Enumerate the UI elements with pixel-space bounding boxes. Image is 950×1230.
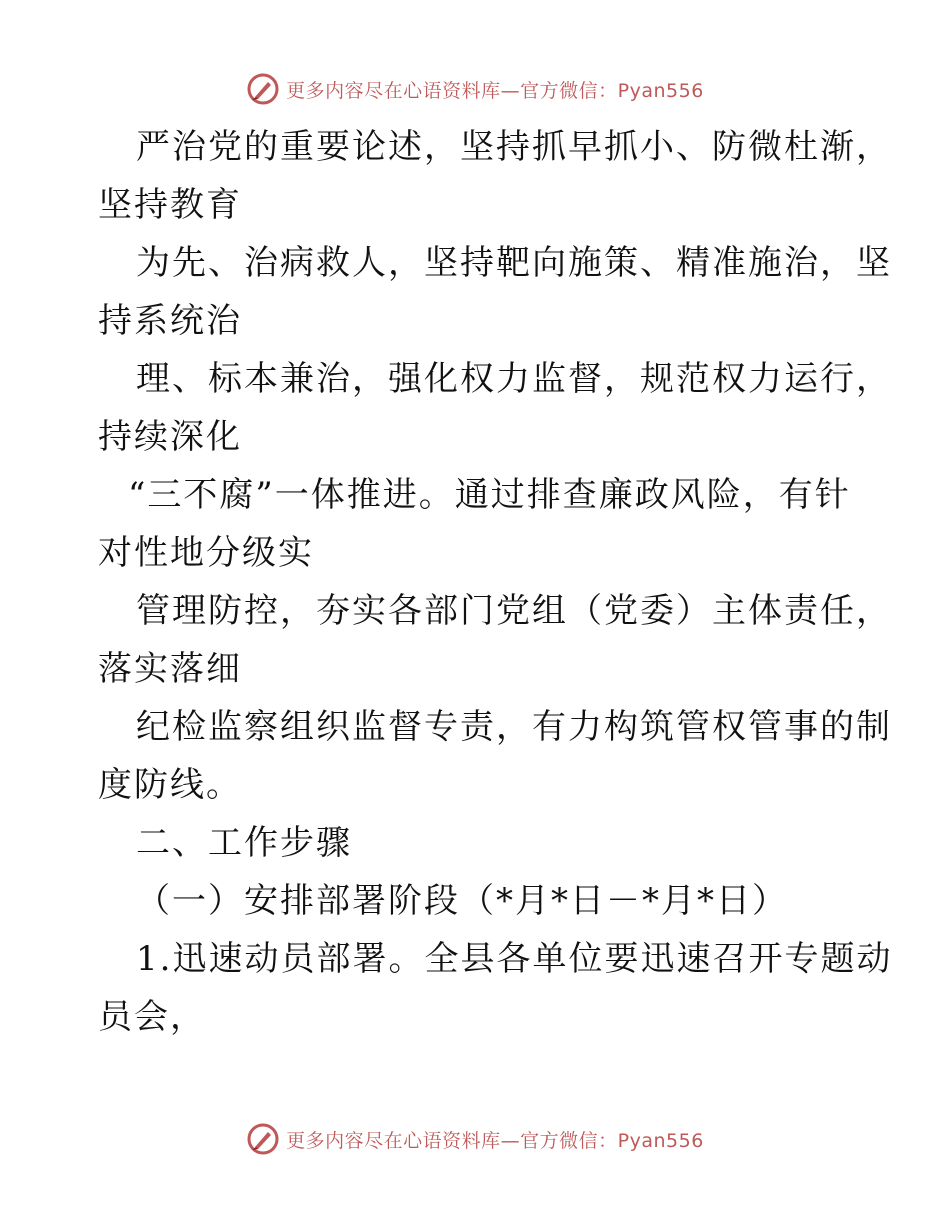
body-line: 为先、治病救人，坚持靶向施策、精准施治，坚 (136, 243, 892, 283)
pen-logo-icon (246, 72, 280, 106)
body-line: 持续深化 (98, 417, 242, 457)
body-line: 持系统治 (98, 301, 242, 341)
pen-logo-icon (246, 1122, 280, 1156)
body-line: 管理防控，夯实各部门党组（党委）主体责任， (136, 591, 892, 631)
footer-banner (0, 1122, 950, 1156)
body-line: “三不腐”一体推进。通过排查廉政风险，有针 (128, 475, 851, 515)
document-body (98, 118, 893, 1046)
body-line: 纪检监察组织监督专责，有力构筑管权管事的制 (136, 707, 892, 747)
header-banner-text: 更多内容尽在心语资料库—官方微信：Pyan556 (286, 79, 704, 102)
section-heading: 二、工作步骤 (136, 823, 352, 863)
subsection-heading: （一）安排部署阶段（*月*日－*月*日） (136, 881, 788, 921)
footer-banner-text: 更多内容尽在心语资料库—官方微信：Pyan556 (286, 1129, 704, 1152)
body-line: 坚持教育 (98, 185, 242, 225)
body-line: 理、标本兼治，强化权力监督，规范权力运行， (136, 359, 892, 399)
body-line: 对性地分级实 (98, 533, 314, 573)
body-line: 1.迅速动员部署。全县各单位要迅速召开专题动 (136, 939, 893, 979)
body-line: 员会， (98, 997, 206, 1037)
body-line: 度防线。 (98, 765, 242, 805)
header-banner (0, 72, 950, 106)
body-line: 严治党的重要论述，坚持抓早抓小、防微杜渐， (136, 127, 892, 167)
body-line: 落实落细 (98, 649, 242, 689)
